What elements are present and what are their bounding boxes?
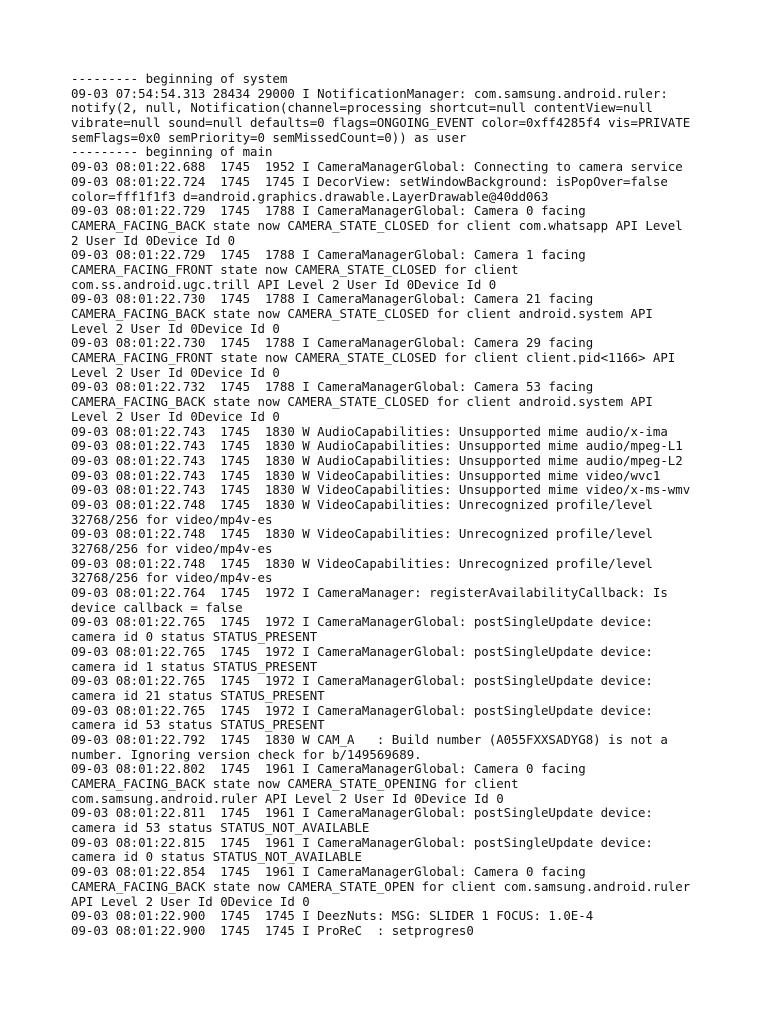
log-line: 09-03 08:01:22.811 1745 1961 I CameraManagerGlobal: postSingleUpdate device: bbox=[71, 805, 653, 821]
log-line: 09-03 08:01:22.900 1745 1745 I ProReC : setprogres0 bbox=[71, 922, 474, 938]
log-line: CAMERA_FACING_FRONT state now CAMERA_STATE_CLOSED for client bbox=[71, 261, 519, 277]
log-line: 09-03 08:01:22.748 1745 1830 W VideoCapabilities: Unrecognized profile/level bbox=[71, 555, 653, 571]
log-line: CAMERA_FACING_BACK state now CAMERA_STATE_OPENING for client bbox=[71, 776, 519, 791]
log-line: --------- beginning of main bbox=[71, 144, 273, 160]
log-line: 09-03 08:01:22.724 1745 1745 I DecorView: setWindowBackground: isPopOver=false bbox=[71, 173, 668, 189]
log-line: number. Ignoring version check for b/149569689. bbox=[71, 746, 422, 762]
log-line: 09-03 08:01:22.730 1745 1788 I CameraManagerGlobal: Camera 21 facing bbox=[71, 291, 594, 307]
log-line: 09-03 08:01:22.743 1745 1830 W VideoCapabilities: Unsupported mime video/wvc1 bbox=[71, 467, 661, 483]
log-line: camera id 21 status STATUS_PRESENT bbox=[71, 687, 325, 703]
log-line: 09-03 08:01:22.743 1745 1830 W AudioCapabilities: Unsupported mime audio/mpeg-L1 bbox=[71, 438, 683, 454]
log-line: 09-03 08:01:22.765 1745 1972 I CameraManagerGlobal: postSingleUpdate device: bbox=[71, 702, 653, 718]
log-line: color=fff1f1f3 d=android.graphics.drawable.LayerDrawable@40dd063 bbox=[71, 188, 549, 204]
log-line: 09-03 08:01:22.792 1745 1830 W CAM_A : Build number (A055FXXSADYG8) is not a bbox=[71, 731, 668, 747]
log-line: 09-03 08:01:22.765 1745 1972 I CameraManagerGlobal: postSingleUpdate device: bbox=[71, 673, 653, 689]
log-line: 09-03 08:01:22.815 1745 1961 I CameraManagerGlobal: postSingleUpdate device: bbox=[71, 834, 653, 850]
log-line: 09-03 08:01:22.743 1745 1830 W VideoCapabilities: Unsupported mime video/x-ms-wmv bbox=[71, 482, 691, 498]
log-line: vibrate=null sound=null defaults=0 flags=ONGOING_EVENT color=0xff4285f4 vis=PRIVATE bbox=[71, 115, 691, 131]
log-line: 09-03 08:01:22.765 1745 1972 I CameraManagerGlobal: postSingleUpdate device: bbox=[71, 614, 653, 630]
log-line: Level 2 User Id 0Device Id 0 bbox=[71, 320, 280, 336]
log-line: 09-03 08:01:22.688 1745 1952 I CameraManagerGlobal: Connecting to camera service bbox=[71, 159, 683, 175]
log-line: 2 User Id 0Device Id 0 bbox=[71, 232, 236, 248]
log-line: camera id 0 status STATUS_NOT_AVAILABLE bbox=[71, 849, 362, 865]
log-line: 32768/256 for video/mp4v-es bbox=[71, 541, 273, 556]
log-line: 09-03 08:01:22.748 1745 1830 W VideoCapabilities: Unrecognized profile/level bbox=[71, 496, 653, 512]
log-line: 09-03 08:01:22.764 1745 1972 I CameraManager: registerAvailabilityCallback: Is bbox=[71, 585, 668, 601]
log-line: 09-03 08:01:22.748 1745 1830 W VideoCapabilities: Unrecognized profile/level bbox=[71, 526, 653, 542]
log-line: 09-03 08:01:22.743 1745 1830 W AudioCapabilities: Unsupported mime audio/mpeg-L2 bbox=[71, 452, 683, 468]
log-line: device callback = false bbox=[71, 599, 243, 615]
log-line: 09-03 08:01:22.729 1745 1788 I CameraManagerGlobal: Camera 0 facing bbox=[71, 203, 586, 219]
log-line: 09-03 08:01:22.765 1745 1972 I CameraManagerGlobal: postSingleUpdate device: bbox=[71, 643, 653, 659]
log-line: 09-03 07:54:54.313 28434 29000 I NotificationManager: com.samsung.android.ruler: bbox=[71, 85, 668, 101]
log-line: --------- beginning of system bbox=[71, 71, 288, 86]
log-line: camera id 53 status STATUS_PRESENT bbox=[71, 717, 325, 733]
log-line: CAMERA_FACING_BACK state now CAMERA_STATE_CLOSED for client com.whatsapp API Level bbox=[71, 217, 683, 233]
log-line: com.ss.android.ugc.trill API Level 2 User Id 0Device Id 0 bbox=[71, 276, 497, 292]
log-line: 09-03 08:01:22.854 1745 1961 I CameraManagerGlobal: Camera 0 facing bbox=[71, 864, 586, 880]
log-text bbox=[71, 72, 731, 939]
log-line: 09-03 08:01:22.730 1745 1788 I CameraManagerGlobal: Camera 29 facing bbox=[71, 335, 594, 351]
log-line: 09-03 08:01:22.743 1745 1830 W AudioCapabilities: Unsupported mime audio/x-ima bbox=[71, 423, 668, 439]
log-line: com.samsung.android.ruler API Level 2 User Id 0Device Id 0 bbox=[71, 790, 504, 806]
log-line: CAMERA_FACING_FRONT state now CAMERA_STATE_CLOSED for client client.pid<1166> API bbox=[71, 350, 676, 366]
log-line: 09-03 08:01:22.802 1745 1961 I CameraManagerGlobal: Camera 0 facing bbox=[71, 761, 586, 777]
log-line: 32768/256 for video/mp4v-es bbox=[71, 570, 273, 586]
log-line: API Level 2 User Id 0Device Id 0 bbox=[71, 893, 310, 909]
log-line: camera id 53 status STATUS_NOT_AVAILABLE bbox=[71, 820, 370, 836]
log-line: Level 2 User Id 0Device Id 0 bbox=[71, 364, 280, 380]
log-line: CAMERA_FACING_BACK state now CAMERA_STATE_CLOSED for client android.system API bbox=[71, 394, 653, 410]
log-line: semFlags=0x0 semPriority=0 semMissedCount=0)) as user bbox=[71, 129, 467, 145]
log-line: 09-03 08:01:22.732 1745 1788 I CameraManagerGlobal: Camera 53 facing bbox=[71, 379, 594, 395]
log-line: 09-03 08:01:22.729 1745 1788 I CameraManagerGlobal: Camera 1 facing bbox=[71, 247, 586, 263]
log-line: camera id 1 status STATUS_PRESENT bbox=[71, 658, 318, 674]
log-line: notify(2, null, Notification(channel=processing shortcut=null contentView=null bbox=[71, 100, 653, 116]
log-line: CAMERA_FACING_BACK state now CAMERA_STATE_CLOSED for client android.system API bbox=[71, 306, 653, 321]
log-line: CAMERA_FACING_BACK state now CAMERA_STATE_OPEN for client com.samsung.android.ruler bbox=[71, 878, 691, 894]
log-line: camera id 0 status STATUS_PRESENT bbox=[71, 629, 318, 645]
log-line: 32768/256 for video/mp4v-es bbox=[71, 511, 273, 527]
log-line: 09-03 08:01:22.900 1745 1745 I DeezNuts: MSG: SLIDER 1 FOCUS: 1.0E-4 bbox=[71, 908, 594, 924]
log-line: Level 2 User Id 0Device Id 0 bbox=[71, 408, 280, 424]
